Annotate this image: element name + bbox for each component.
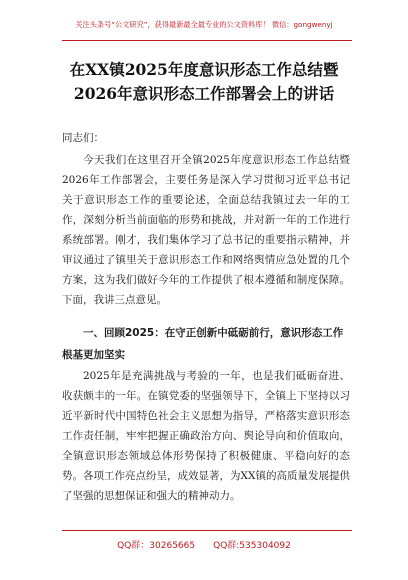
section-heading-1: 一、回顾2025：在守正创新中砥砺前行，意识形态工作根基更加坚实 — [62, 327, 344, 361]
document-title — [0, 58, 408, 106]
header-banner: 关注头条号“公文研究”，获得最新最全最专业的公文资料库！ 微信：gongwenyj — [75, 20, 333, 29]
title-line-1: 在XX镇2025年度意识形态工作总结暨 — [69, 60, 339, 79]
footer-divider — [62, 530, 352, 531]
qq-group-2: QQ群:535304092 — [213, 541, 291, 551]
title-line-2: 2026年意识形态工作部署会上的讲话 — [73, 84, 335, 103]
header-divider — [62, 40, 352, 41]
salutation: 同志们： — [62, 132, 104, 144]
footer-contact — [0, 538, 408, 551]
body-paragraph-2: 2025年是充满挑战与考验的一年，也是我们砥砺奋进、收获颇丰的一年。在镇党委的坚强领导下，全镇上下坚持以习近平新时代中国特色社会主义思想为指导，严格落实意识形态工作责任制，牢牢把握正确政治方向、舆论导向和价值取向，全镇意识形态领域总体形势保持了积极健康、平稳向好的态势。各项工作亮点纷呈，成效显著，为XX镇的高质量发展提供了坚强的思想保证和强大的精神动力。 — [62, 370, 350, 502]
qq-group-1: QQ群：30265665 — [117, 541, 196, 551]
body-paragraph-1: 今天我们在这里召开全镇2025年度意识形态工作总结暨2026年工作部署会，主要任务是深入学习贯彻习近平总书记关于意识形态工作的重要论述，全面总结我镇过去一年的工作，深刻分析当前面临的形势和挑战，并对新一年的工作进行系统部署。刚才，我们集体学习了总书记的重要指示精神，并审议通过了镇里关于意识形态工作和网络舆情应急处置的几个方案，这为我们做好今年的工作提供了根本遵循和制度保障。下面，我讲三点意见。 — [62, 154, 350, 306]
